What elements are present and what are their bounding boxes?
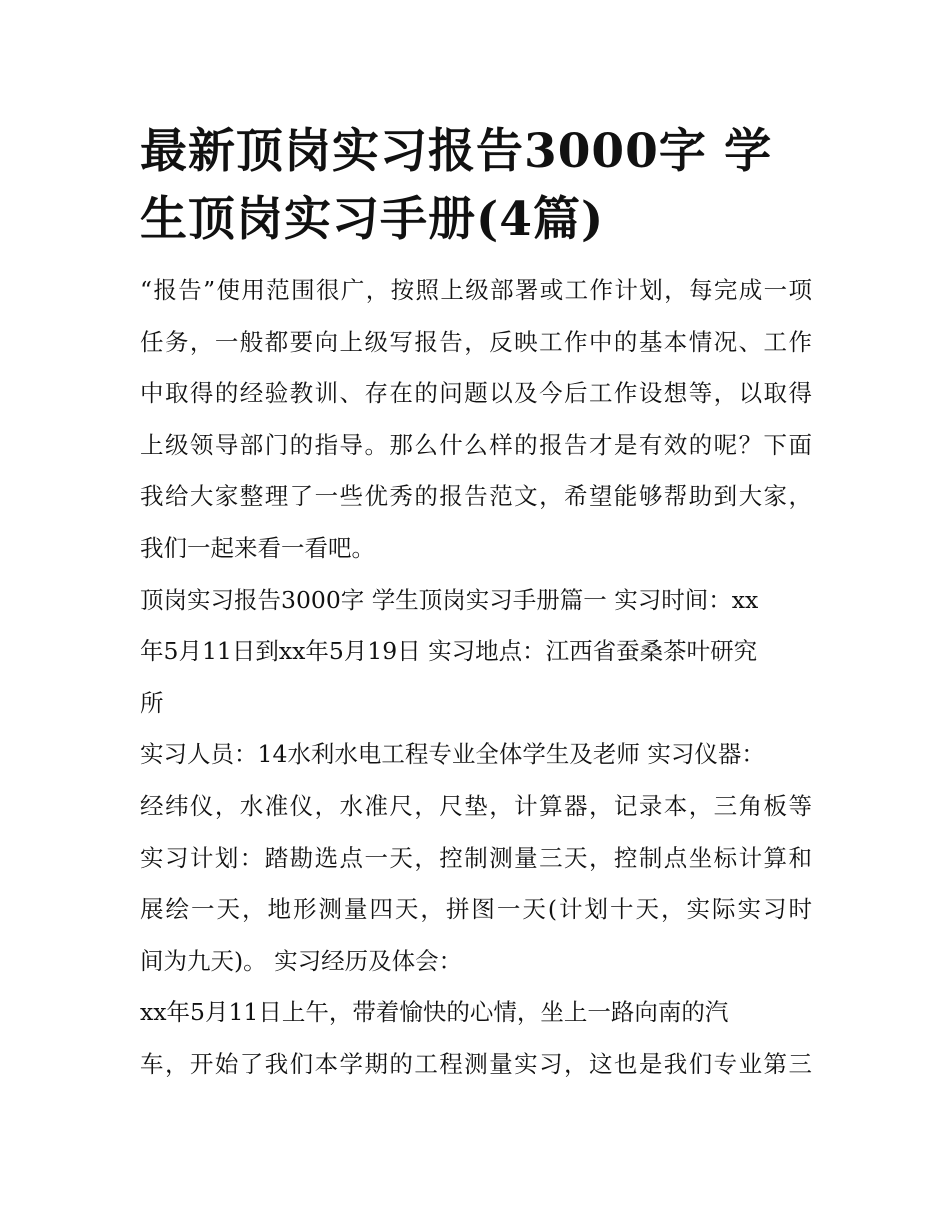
body-line: 我们一起来看一看吧。 — [140, 533, 375, 562]
body-line: xx年5月11日上午，带着愉快的心情，坐上一路向南的汽 — [140, 998, 729, 1027]
body-line: 所 — [140, 688, 164, 717]
body-line: 经纬仪，水准仪，水准尺，尺垫，计算器，记录本，三角板等 — [140, 791, 812, 820]
body-line: 中取得的经验教训、存在的问题以及今后工作设想等，以取得 — [140, 379, 812, 408]
body-line: 任务，一般都要向上级写报告，反映工作中的基本情况、工作 — [140, 327, 812, 356]
document-content — [140, 118, 812, 1091]
body-line: 我给大家整理了一些优秀的报告范文，希望能够帮助到大家， — [140, 482, 812, 511]
body-line: 实习人员：14水利水电工程专业全体学生及老师 实习仪器： — [140, 740, 765, 769]
body-line: “报告”使用范围很广，按照上级部署或工作计划，每完成一项 — [140, 276, 812, 304]
body-line: 顶岗实习报告3000字 学生顶岗实习手册篇一 实习时间：xx — [140, 585, 759, 614]
document-body — [140, 265, 812, 1091]
body-line: 年5月11日到xx年5月19日 实习地点：江西省蚕桑茶叶研究 — [140, 637, 758, 666]
body-line: 上级领导部门的指导。那么什么样的报告才是有效的呢？下面 — [140, 430, 812, 459]
body-line: 间为九天)。 实习经历及体会： — [140, 946, 463, 975]
title-line: 生顶岗实习手册(4篇) — [140, 192, 605, 247]
body-line: 实习计划：踏勘选点一天，控制测量三天，控制点坐标计算和 — [140, 843, 812, 872]
body-line: 车，开始了我们本学期的工程测量实习，这也是我们专业第三 — [140, 1049, 812, 1078]
title-line: 最新顶岗实习报告3000字 学 — [140, 124, 773, 179]
document-title — [140, 118, 812, 254]
body-line: 展绘一天，地形测量四天，拼图一天(计划十天，实际实习时 — [140, 895, 812, 924]
